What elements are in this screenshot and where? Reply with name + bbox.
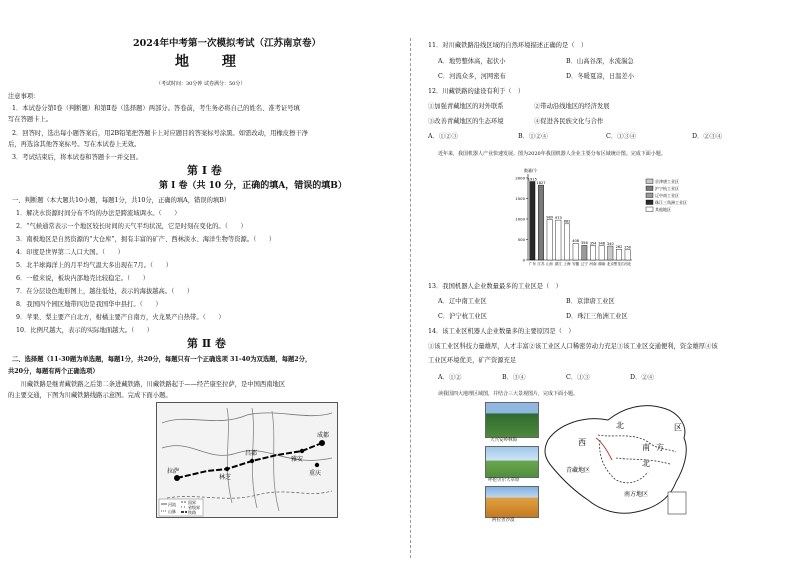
bar — [590, 245, 595, 260]
region-label: 区 — [674, 423, 682, 432]
legend-swatch — [646, 179, 653, 184]
bar-value-label: 348 — [598, 241, 606, 246]
y-tick-label: 1500 — [515, 195, 525, 201]
region-label: 南方地区 — [624, 491, 649, 498]
bar-value-label: 408 — [572, 239, 580, 244]
category-label: 上海 — [563, 262, 571, 266]
region-label: 西 — [578, 438, 586, 447]
right-column — [410, 0, 794, 562]
chart-bars — [528, 177, 632, 266]
bar — [599, 246, 604, 260]
grassland-photo — [485, 446, 539, 478]
bar-value-label: 882 — [563, 219, 571, 224]
category-label: 黑龙江 — [613, 262, 625, 266]
category-label: 山东 — [546, 262, 554, 266]
exam-meta: （考试时间：30分钟 试卷满分：50分） — [156, 81, 246, 87]
region-label: 北 — [642, 459, 650, 468]
category-label: 广东 — [528, 262, 536, 266]
judge-item: 8．我国四个园区地带四边是我国华中县打。（ ） — [16, 301, 162, 308]
note-line: 写在答题卡上。 — [8, 116, 53, 123]
bar — [625, 250, 630, 260]
y-tick-label: 500 — [517, 236, 525, 242]
city-marker — [174, 475, 180, 481]
y-axis-label: 数量/个 — [524, 168, 538, 173]
bar — [616, 249, 621, 260]
city-marker — [225, 467, 229, 471]
legend-label: 珠江三角洲工业区 — [655, 200, 687, 205]
bar-value-label: 262 — [615, 245, 623, 250]
statement: ②带动沿线地区的经济发展 — [534, 103, 610, 110]
category-label: 河北 — [624, 262, 632, 266]
place-label: 雅安 — [291, 456, 304, 463]
city-marker — [319, 440, 325, 446]
legend-label: 省级界 — [188, 505, 200, 510]
legend-label: 国界 — [188, 500, 196, 505]
judge-item: 3．南极地区是自然资源的“大仓库”，拥有丰富的矿产、西林淡水、海洋生物等资源。（ ） — [16, 236, 276, 243]
category-label: 安徽 — [572, 262, 580, 266]
bar-value-label: 973 — [554, 215, 562, 220]
bar-value-label: 250 — [624, 245, 632, 250]
south-sea-inset — [668, 492, 686, 514]
bar — [573, 243, 578, 260]
judge-item: 6．一般来说，板块内部地壳比较稳定。（ ） — [16, 275, 150, 282]
region-label: 方 — [656, 443, 664, 452]
bar-value-label: 356 — [580, 241, 588, 246]
choice-intro: 共20分，每题有两个正确选项） — [8, 368, 99, 375]
bar-value-label: 989 — [546, 215, 554, 220]
statement: ①该工业区科技力量雄厚，人才丰富②该工业区人口稀密劳动力充足③该工业区交通便利，资金雄厚④该 — [428, 343, 718, 350]
judge-item: 2．“气候通常表示一个地区较长时间的天气平均状况，它是时刻在变化的。（ ） — [16, 223, 247, 230]
border-line — [167, 491, 332, 498]
legend-swatch — [646, 200, 653, 205]
legend-swatch — [646, 207, 653, 212]
option: D．冬暖夏凉，日温差小 — [566, 73, 635, 80]
category-label: 浙江 — [554, 262, 562, 266]
river-line — [272, 411, 279, 511]
legend-label: 铁路 — [188, 510, 196, 515]
choice-intro: 二、选择题（11-30题为单选题，每题1分，共20分，每题只有一个正确选项 31-40为双选题，每题2分， — [12, 356, 312, 363]
exam-title: 2024年中考第一次模拟考试（江苏南京卷） — [133, 38, 321, 49]
question-13: 13．我国机器人企业数量最多的工业区是（ ） — [428, 283, 562, 290]
legend-label: 山脉 — [168, 509, 176, 514]
bar-value-label: 1827 — [536, 180, 546, 185]
bar — [547, 219, 552, 260]
place-label: 拉萨 — [167, 468, 180, 475]
exam-subject: 地 理 — [175, 54, 250, 70]
option: D．珠江三角洲工业区 — [566, 313, 628, 320]
bar — [564, 224, 569, 260]
option: C．河流众多，河网密布 — [438, 73, 506, 80]
note-line: 后，再选涂其他答案标号。写在本试卷上无效。 — [8, 141, 141, 148]
bar-value-label: 340 — [606, 241, 614, 246]
city-marker — [250, 459, 254, 463]
option: D．②③④ — [692, 133, 723, 140]
bar — [530, 181, 535, 260]
statement: ①加强青藏地区的对外联系 — [428, 103, 504, 110]
category-label: 辽宁 — [580, 262, 588, 266]
option: A．①② — [438, 374, 462, 381]
photo-caption: 呼伦贝尔大草原 — [488, 478, 520, 483]
passage: 的主要交通，下图为川藏铁路线路示意图。完成下面小题。 — [8, 392, 172, 399]
y-tick-label: 1000 — [515, 216, 525, 222]
option: B．京津唐工业区 — [566, 298, 615, 305]
question-14: 14．该工业区机器人企业数量多的主要原因是（ ） — [428, 328, 575, 335]
option: C．①③④ — [606, 133, 637, 140]
passage: 川藏铁路是继青藏铁路之后第二条进藏铁路，川藏铁路起于——经芒康至拉萨，是中国西南地区 — [8, 381, 286, 388]
city-marker — [315, 463, 319, 467]
judge-item: 9．苹果、梨主要产自北方，柑橘主要产自南方，火龙果产自热带。（ ） — [16, 314, 225, 321]
option: A．①②③ — [428, 133, 458, 140]
category-label: 湖南 — [598, 262, 606, 266]
judge-item: 4．印度是世界第二人口大国。（ ） — [16, 249, 124, 256]
category-label: 北京 — [606, 262, 614, 266]
place-label: 林芝 — [219, 474, 232, 481]
statement: 工业区环境优美，矿产资源充足 — [428, 357, 517, 364]
question-12: 12．川藏铁路的建设有利于（ ） — [428, 88, 525, 95]
forest-photo — [485, 402, 539, 438]
bar-value-label: 1915 — [527, 177, 537, 182]
option: B．①②④ — [518, 133, 548, 140]
judge-item: 10．比例尺越大，表示的实际地面越大。（ ） — [16, 327, 154, 334]
note-line: 2．回答时，选出每小题答案后，用2B铅笔把答题卡上对应题目的答案标号涂黑。如需改动，用橡皮擦干净 — [12, 130, 308, 137]
y-tick-label: 0 — [522, 257, 525, 263]
bar-value-label: 354 — [589, 241, 597, 246]
statement: ④促进各民族文化与合作 — [534, 118, 604, 125]
place-label: 昌都 — [245, 450, 258, 457]
y-tick-label: 2000 — [515, 175, 525, 181]
section1-subtitle: 第 Ⅰ 卷（共 10 分，正确的填A，错误的填B） — [159, 181, 347, 191]
four-regions-map — [538, 400, 698, 520]
railway-map-svg — [157, 403, 337, 517]
option: B．③④ — [502, 374, 526, 381]
category-label: 江苏 — [537, 262, 545, 266]
note-line: 1．本试卷分第Ⅰ卷（判断题）和第Ⅱ卷（选择题）两部分。答卷前，考生务必将自己的姓名、准考证号填 — [12, 105, 300, 112]
bar — [538, 185, 543, 260]
notes-title: 注意事项： — [8, 93, 40, 100]
category-label: 河南 — [589, 262, 597, 266]
judge-item: 7．在分层设色地形图上，越往低处，表示的海拔越高。（ ） — [16, 288, 194, 295]
region-label: 青藏地区 — [566, 467, 591, 474]
photo-caption: 阿拉善沙漠 — [492, 518, 515, 523]
note-line: 3．考试结束后，将本试卷和答题卡一并交回。 — [12, 154, 142, 161]
option: A．地势整体高，起伏小 — [438, 58, 506, 65]
statement: ③改善青藏地区的生态环境 — [428, 118, 504, 125]
desert-photo — [485, 486, 539, 518]
city-marker — [300, 449, 304, 453]
legend-label: 河流 — [168, 502, 176, 507]
judge-item: 1．解决水资源时间分布不均的办法是跨流域调水。（ ） — [16, 210, 181, 217]
legend-label: 其他地区 — [655, 207, 671, 212]
option: A．辽中南工业区 — [438, 298, 487, 305]
bar — [556, 220, 561, 260]
legend-swatch — [646, 193, 653, 198]
option: C．沪宁杭工业区 — [438, 313, 487, 320]
place-label: 成都 — [317, 432, 330, 439]
chart-intro: 近年来，我国机器人产业快速发展。图为2020年我国机器人企业主要分布区域统计图。完成下面小题。 — [428, 151, 666, 157]
judge-intro: 一、判断题（本大题共10小题，每题1分，共10分，正确的填A，错误的填B） — [12, 197, 231, 204]
section2-title: 第 Ⅱ 卷 — [187, 337, 226, 350]
legend-label: 京津唐工业区 — [655, 179, 679, 184]
chart-legend — [646, 178, 687, 212]
railway-route-map — [156, 402, 338, 518]
option: D．②④ — [630, 374, 654, 381]
option: C．①③ — [566, 374, 590, 381]
section1-title: 第 Ⅰ 卷 — [187, 164, 222, 177]
question-11: 11．对川藏铁路沿线区域的自然环境描述正确的是（ ） — [428, 42, 588, 49]
map-intro: 读我国四大地理区域图，并结合三大景观图片，完成下面小题。 — [428, 391, 579, 397]
legend-swatch — [646, 186, 653, 191]
legend-label: 辽中南工业区 — [655, 193, 679, 198]
river-line — [252, 408, 257, 508]
robot-enterprise-chart — [506, 165, 706, 277]
judge-item: 5．北半球海洋上的月平均气温大多出现在7月。（ ） — [16, 262, 172, 269]
river-line — [227, 408, 232, 503]
region-label: 南 — [642, 443, 650, 452]
river-line — [162, 413, 332, 423]
bar — [608, 246, 613, 260]
region-label: 北 — [616, 421, 624, 430]
option: B．山高谷深，水流湍急 — [566, 58, 634, 65]
photo-caption: 大兴安岭林海 — [490, 438, 517, 443]
bar — [582, 245, 587, 260]
legend-label: 沪宁杭工业区 — [655, 186, 679, 191]
place-label: 重庆 — [309, 470, 322, 477]
